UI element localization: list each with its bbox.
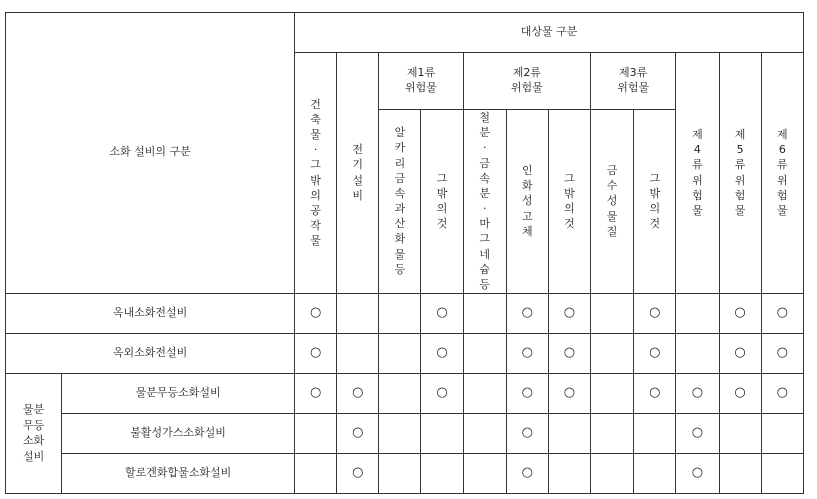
- category-header: 소화 설비의 구분: [6, 13, 295, 294]
- cell: [379, 293, 421, 333]
- class5-header: 제5류위험물: [719, 53, 761, 294]
- class2-metal-header: 철분·금속분·마그네슘등: [463, 110, 506, 294]
- cell: [337, 333, 379, 373]
- cell: [761, 453, 803, 493]
- cell: [634, 453, 676, 493]
- cell: ○: [337, 453, 379, 493]
- cell: ○: [421, 293, 463, 333]
- row-label: 옥외소화전설비: [6, 333, 295, 373]
- table-row: [6, 333, 804, 373]
- cell: ○: [719, 373, 761, 413]
- row-label: 옥내소화전설비: [6, 293, 295, 333]
- cell: ○: [676, 413, 719, 453]
- cell: [379, 373, 421, 413]
- cell: ○: [634, 333, 676, 373]
- cell: ○: [506, 453, 548, 493]
- table-row: [6, 453, 804, 493]
- cell: [379, 413, 421, 453]
- cell: ○: [548, 333, 590, 373]
- cell: ○: [506, 373, 548, 413]
- cell: [676, 333, 719, 373]
- target-header: 대상물 구분: [295, 13, 804, 53]
- cell: [379, 453, 421, 493]
- cell: [421, 453, 463, 493]
- cell: ○: [634, 293, 676, 333]
- class3-other-header: 그밖의것: [634, 110, 676, 294]
- cell: [719, 453, 761, 493]
- cell: ○: [761, 333, 803, 373]
- cell: ○: [548, 373, 590, 413]
- class3-header: 제3류 위험물: [591, 53, 676, 110]
- cell: [634, 413, 676, 453]
- cell: [548, 413, 590, 453]
- cell: ○: [676, 453, 719, 493]
- cell: ○: [295, 333, 337, 373]
- cell: [591, 373, 634, 413]
- cell: [337, 293, 379, 333]
- row-label: 불활성가스소화설비: [62, 413, 295, 453]
- cell: ○: [676, 373, 719, 413]
- cell: ○: [506, 333, 548, 373]
- cell: [463, 453, 506, 493]
- row-label: 할로겐화합물소화설비: [62, 453, 295, 493]
- class2-other-header: 그밖의것: [548, 110, 590, 294]
- cell: ○: [337, 373, 379, 413]
- table-row: [6, 373, 804, 413]
- cell: [591, 413, 634, 453]
- class1-header: 제1류 위험물: [379, 53, 463, 110]
- cell: [591, 293, 634, 333]
- row-label: 물분무등소화설비: [62, 373, 295, 413]
- cell: [591, 453, 634, 493]
- cell: [295, 453, 337, 493]
- cell: [463, 333, 506, 373]
- table-row: [6, 413, 804, 453]
- cell: ○: [761, 293, 803, 333]
- cell: [421, 413, 463, 453]
- cell: [591, 333, 634, 373]
- cell: [761, 413, 803, 453]
- extinguishing-equipment-table: [5, 12, 804, 494]
- cell: ○: [634, 373, 676, 413]
- class4-header: 제4류위험물: [676, 53, 719, 294]
- cell: ○: [761, 373, 803, 413]
- cell: ○: [295, 373, 337, 413]
- cell: [548, 453, 590, 493]
- cell: ○: [295, 293, 337, 333]
- class2-header: 제2류 위험물: [463, 53, 590, 110]
- cell: [463, 373, 506, 413]
- cell: ○: [421, 373, 463, 413]
- cell: ○: [337, 413, 379, 453]
- table-row: [6, 293, 804, 333]
- cell: [719, 413, 761, 453]
- cell: ○: [548, 293, 590, 333]
- cell: [676, 293, 719, 333]
- class6-header: 제6류위험물: [761, 53, 803, 294]
- cell: ○: [506, 413, 548, 453]
- cell: [379, 333, 421, 373]
- electric-header: 전기설비: [337, 53, 379, 294]
- cell: ○: [506, 293, 548, 333]
- cell: [463, 413, 506, 453]
- cell: ○: [421, 333, 463, 373]
- class1-alkali-header: 알카리금속과산화물등: [379, 110, 421, 294]
- cell: ○: [719, 333, 761, 373]
- class2-flammable-header: 인화성고체: [506, 110, 548, 294]
- class1-other-header: 그밖의것: [421, 110, 463, 294]
- cell: [295, 413, 337, 453]
- building-header: 건축물·그 밖의공작물: [295, 53, 337, 294]
- cell: [463, 293, 506, 333]
- class3-water-header: 금수성물질: [591, 110, 634, 294]
- group-label: 물분무등소화설비: [6, 373, 62, 493]
- cell: ○: [719, 293, 761, 333]
